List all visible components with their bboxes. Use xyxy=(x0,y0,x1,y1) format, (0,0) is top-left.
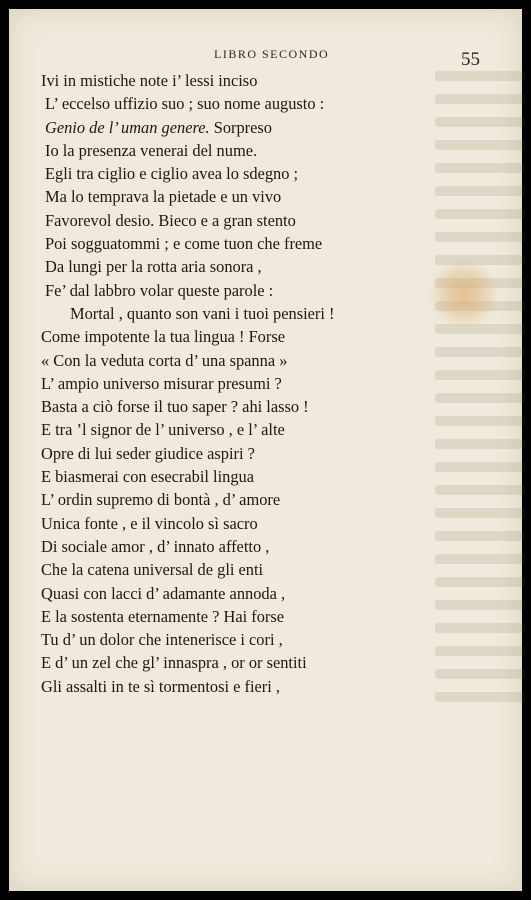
verse-line: Mortal , quanto son vani i tuoi pensieri ! xyxy=(70,303,335,323)
verse-line: Fe’ dal labbro volar queste parole : xyxy=(45,280,274,300)
verse-line: L’ eccelso uffizio suo ; suo nome augusto : xyxy=(45,94,325,114)
verse-line: Ma lo temprava la pietade e un vivo xyxy=(45,187,282,207)
book-page xyxy=(9,9,522,891)
verse-line: Quasi con lacci d’ adamante annoda , xyxy=(41,583,286,603)
verse-line: Egli tra ciglio e ciglio avea lo sdegno ; xyxy=(45,164,299,184)
verse-line: L’ ordin supremo di bontà , d’ amore xyxy=(41,490,281,510)
verse-line: E la sostenta eternamente ? Hai forse xyxy=(41,606,285,626)
verse-line: « Con la veduta corta d’ una spanna » xyxy=(41,350,288,370)
verse-line: Ivi in mistiche note i’ lessi inciso xyxy=(41,71,258,90)
verse-line: Io la presenza venerai del nume. xyxy=(45,140,258,160)
verse-line: Unica fonte , e il vincolo sì sacro xyxy=(41,513,258,533)
verse-line: E d’ un zel che gl’ innaspra , or or sentiti xyxy=(41,653,307,673)
verse-line: E tra ’l signor de l’ universo , e l’ alte xyxy=(41,420,285,440)
verse-line: Che la catena universal de gli enti xyxy=(41,560,264,580)
verse-line: Favorevol desio. Bieco e a gran stento xyxy=(45,210,296,230)
verse-line xyxy=(41,116,441,139)
verse-line: L’ ampio universo misurar presumi ? xyxy=(41,373,282,393)
verse-italic-phrase: Genio de l’ uman genere. xyxy=(45,117,210,137)
verse-line: Da lungi per la rotta aria sonora , xyxy=(45,257,262,277)
show-through-text xyxy=(435,71,525,761)
running-header: LIBRO SECONDO xyxy=(214,47,330,61)
verse-line: Basta a ciò forse il tuo saper ? ahi lasso ! xyxy=(41,397,309,417)
verse-line: E biasmerai con esecrabil lingua xyxy=(41,467,254,487)
verse-line: Gli assalti in te sì tormentosi e fieri , xyxy=(41,676,280,696)
verse-line: Come impotente la tua lingua ! Forse xyxy=(41,327,285,347)
page-number: 55 xyxy=(461,49,480,70)
verse-line: Poi sogguatommi ; e come tuon che freme xyxy=(45,234,323,254)
verse-line: Opre di lui seder giudice aspiri ? xyxy=(41,443,255,463)
verse-line: Tu d’ un dolor che intenerisce i cori , xyxy=(41,630,283,650)
verse-line-rest: Sorpreso xyxy=(209,117,272,137)
poem-text xyxy=(41,69,441,698)
verse-line: Di sociale amor , d’ innato affetto , xyxy=(41,536,270,556)
